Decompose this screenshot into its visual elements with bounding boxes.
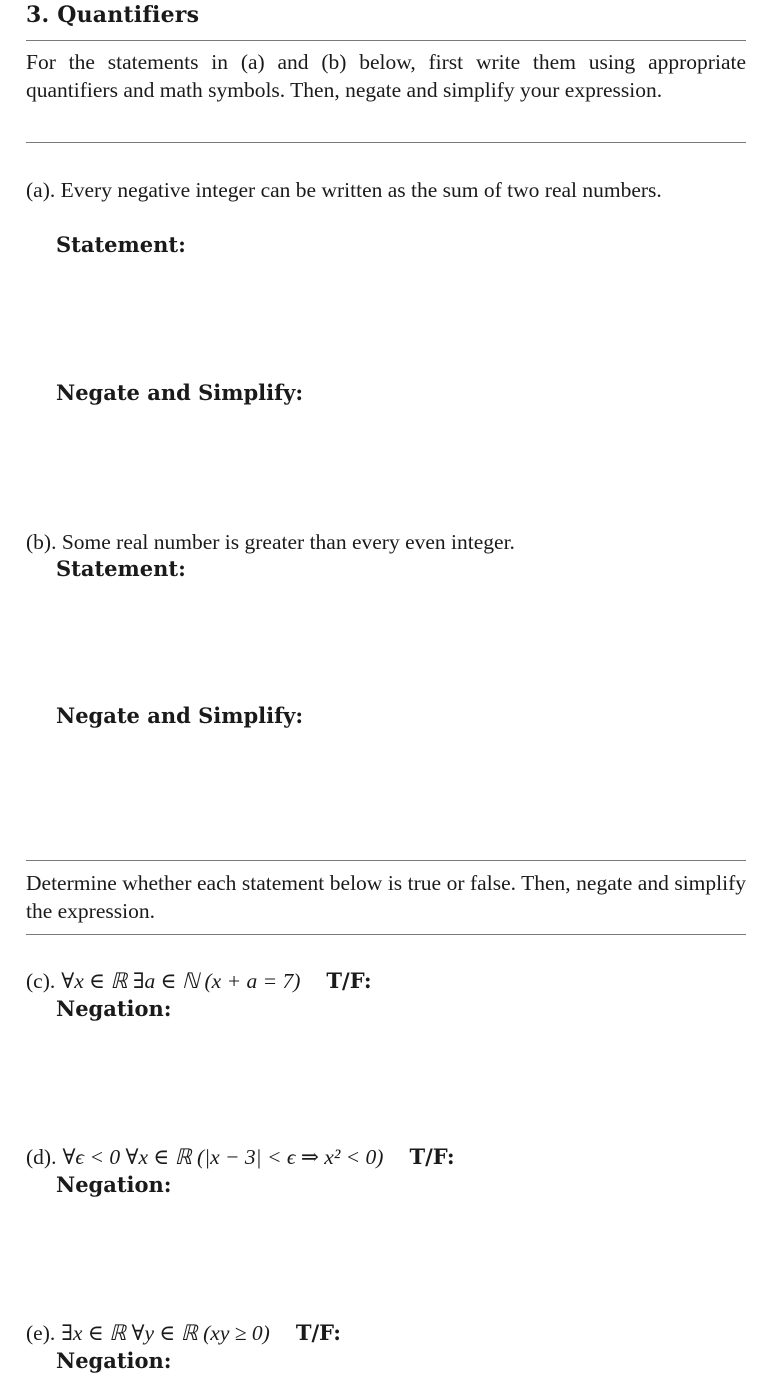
- part-b-statement-label: Statement:: [56, 556, 186, 581]
- instructions-ab: For the statements in (a) and (b) below, first write them using appropriate quantifiers and math symbols. Then, negate and simplify your expression.: [26, 50, 746, 102]
- part-e-tf-label: T/F:: [295, 1320, 342, 1345]
- part-a-statement-label: Statement:: [56, 232, 186, 257]
- part-e-line: [26, 1319, 341, 1347]
- part-c-tf-label: T/F:: [326, 968, 372, 993]
- part-e-expression: ∃x ∈ ℝ ∀y ∈ ℝ (xy ≥ 0): [61, 1321, 270, 1345]
- part-e-negation-label: Negation:: [56, 1348, 172, 1373]
- part-b-prompt: (b). Some real number is greater than every even integer.: [26, 530, 515, 554]
- part-c-negation-label: Negation:: [56, 996, 172, 1021]
- part-b-negate-label: Negate and Simplify:: [56, 703, 304, 728]
- instructions-cde: Determine whether each statement below is true or false. Then, negate and simplify the expression.: [26, 871, 746, 923]
- part-d-tf-label: T/F:: [409, 1144, 455, 1169]
- divider: [26, 934, 746, 935]
- part-d-label: (d).: [26, 1145, 57, 1169]
- part-d-line: [26, 1143, 455, 1171]
- divider: [26, 40, 746, 41]
- part-d-expression: ∀ϵ < 0 ∀x ∈ ℝ (|x − 3| < ϵ ⇒ x² < 0): [62, 1145, 384, 1169]
- part-e-label: (e).: [26, 1321, 56, 1345]
- divider: [26, 860, 746, 861]
- part-c-expression: ∀x ∈ ℝ ∃a ∈ ℕ (x + a = 7): [61, 969, 301, 993]
- part-c-label: (c).: [26, 969, 56, 993]
- part-c-line: [26, 967, 372, 995]
- part-a-negate-label: Negate and Simplify:: [56, 380, 304, 405]
- part-a-prompt: (a). Every negative integer can be written as the sum of two real numbers.: [26, 178, 662, 202]
- section-title: 3. Quantifiers: [26, 2, 200, 28]
- part-d-negation-label: Negation:: [56, 1172, 172, 1197]
- divider: [26, 142, 746, 143]
